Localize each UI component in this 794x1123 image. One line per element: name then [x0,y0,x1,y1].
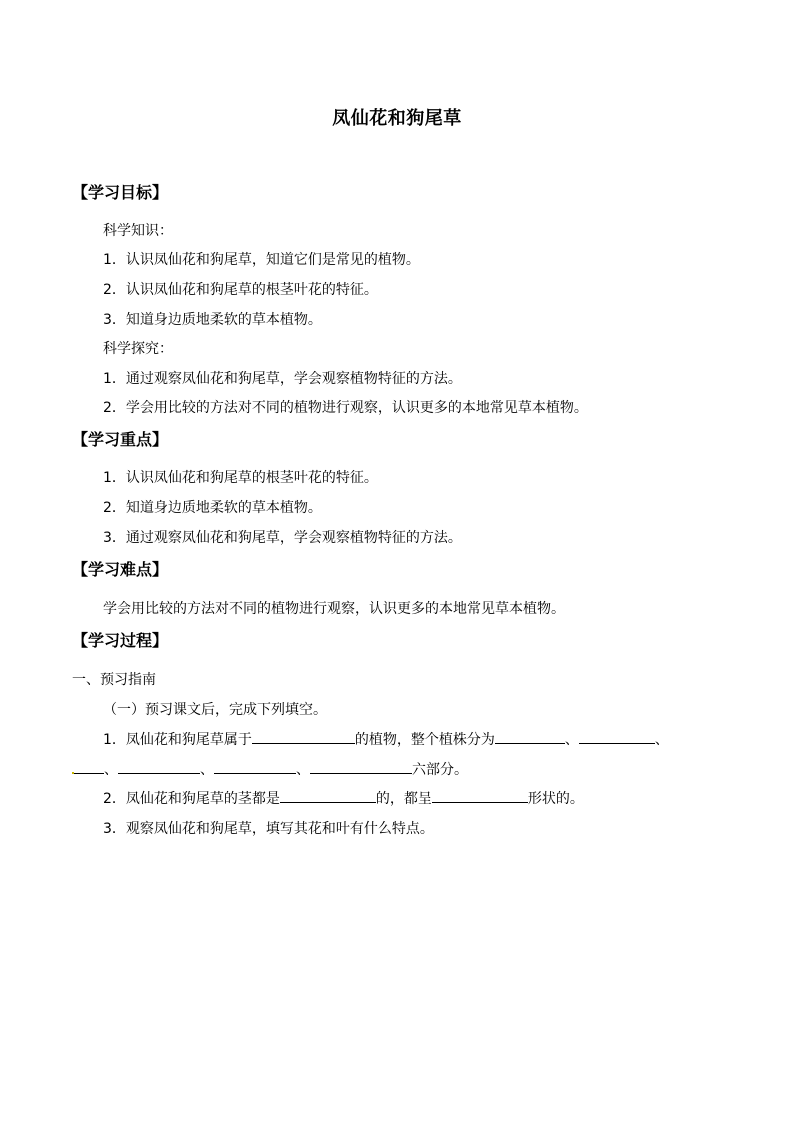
question-1-text: 1．凤仙花和狗尾草属于 [103,732,252,748]
question-2-text: 的，都呈 [375,791,432,807]
process-heading: 【学习过程】 [72,631,169,650]
difficulties-text: 学会用比较的方法对不同的植物进行观察，认识更多的本地常见草本植物。 [103,601,565,617]
fill-blank[interactable] [579,729,655,744]
question-1-end: 六部分。 [412,762,468,778]
question-2-end: 形状的。 [527,791,584,807]
knowledge-label: 科学知识： [103,223,173,239]
question-1-continued [72,759,468,779]
subsection-title: （一）预习课文后，完成下列填空。 [103,702,327,718]
question-1-text: 的植物，整个植株分为 [354,732,495,748]
separator: 、 [200,762,214,778]
objectives-heading: 【学习目标】 [72,183,169,202]
knowledge-item: 1．认识凤仙花和狗尾草，知道它们是常见的植物。 [103,252,420,268]
fill-blank[interactable] [432,788,528,803]
separator: 、 [104,762,118,778]
question-2 [103,788,584,808]
key-point-item: 2．知道身边质地柔软的草本植物。 [103,500,322,516]
key-point-item: 1．认识凤仙花和狗尾草的根茎叶花的特征。 [103,470,378,486]
question-2-text: 2．凤仙花和狗尾草的茎都是 [103,791,280,807]
inquiry-item: 1．通过观察凤仙花和狗尾草，学会观察植物特征的方法。 [103,371,462,387]
question-1 [103,729,669,749]
inquiry-label: 科学探究： [103,341,173,357]
document-title: 凤仙花和狗尾草 [332,108,462,129]
separator: 、 [654,732,669,748]
key-point-item: 3．通过观察凤仙花和狗尾草，学会观察植物特征的方法。 [103,530,462,546]
knowledge-item: 2．认识凤仙花和狗尾草的根茎叶花的特征。 [103,282,378,298]
fill-blank[interactable] [495,729,565,744]
fill-blank[interactable] [310,759,412,774]
separator: 、 [564,732,579,748]
fill-blank[interactable] [214,759,296,774]
inquiry-item: 2．学会用比较的方法对不同的植物进行观察，认识更多的本地常见草本植物。 [103,400,588,416]
separator: 、 [296,762,310,778]
fill-blank[interactable] [252,729,355,744]
key-points-heading: 【学习重点】 [72,430,169,449]
fill-blank[interactable] [280,788,376,803]
fill-blank[interactable] [74,759,104,774]
difficulties-heading: 【学习难点】 [72,560,169,579]
section-title: 一、预习指南 [72,672,156,688]
question-3: 3．观察凤仙花和狗尾草，填写其花和叶有什么特点。 [103,821,434,837]
knowledge-item: 3．知道身边质地柔软的草本植物。 [103,312,322,328]
fill-blank[interactable] [118,759,200,774]
